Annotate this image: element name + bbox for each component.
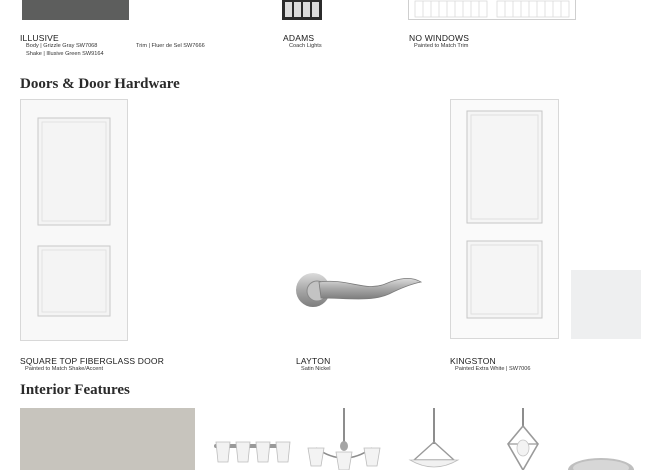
kingston-door-image [450, 99, 559, 339]
lantern-pendant-image [500, 408, 546, 470]
coach-light-icon [282, 0, 322, 20]
flush-mount-icon [566, 452, 636, 470]
vanity-light-image [210, 430, 294, 470]
pendant-light-image [406, 408, 462, 470]
square-top-door-detail: Painted to Match Shake/Accent [25, 366, 104, 372]
kingston-paint-swatch [571, 270, 641, 339]
layton-detail: Satin Nickel [301, 366, 331, 372]
kingston-detail: Painted Extra White | SW7006 [455, 366, 531, 372]
adams-coach-light-image [282, 0, 322, 20]
lantern-pendant-icon [500, 408, 546, 470]
two-panel-door-icon [21, 100, 127, 340]
illusive-trim-color: Trim | Fluer de Sel SW7666 [136, 43, 205, 49]
door-lever-icon [293, 258, 425, 314]
garage-door-image [408, 0, 576, 20]
two-panel-door-icon [451, 100, 558, 338]
doors-section-title: Doors & Door Hardware [20, 76, 180, 92]
chandelier-image [306, 408, 382, 470]
layton-lever-image [293, 258, 425, 314]
illusive-body-color: Body | Grizzle Gray SW7068 [26, 43, 98, 49]
illusive-paint-swatch [22, 0, 129, 20]
interior-paint-swatch [20, 408, 195, 470]
illusive-name: ILLUSIVE [20, 33, 59, 43]
adams-name: ADAMS [283, 33, 315, 43]
square-top-door-name: SQUARE TOP FIBERGLASS DOOR [20, 356, 165, 366]
no-windows-name: NO WINDOWS [409, 33, 470, 43]
vanity-light-icon [210, 430, 294, 470]
pendant-light-icon [406, 408, 462, 470]
interior-section-title: Interior Features [20, 382, 130, 398]
kingston-name: KINGSTON [450, 356, 496, 366]
layton-name: LAYTON [296, 356, 331, 366]
adams-detail: Coach Lights [289, 43, 322, 49]
chandelier-icon [306, 408, 382, 470]
flush-mount-image [566, 452, 636, 470]
illusive-accent-color: Shake | Illusive Green SW9164 [26, 51, 104, 57]
no-windows-detail: Painted to Match Trim [414, 43, 469, 49]
garage-door-panels-icon [409, 0, 577, 20]
square-top-door-image [20, 99, 128, 341]
